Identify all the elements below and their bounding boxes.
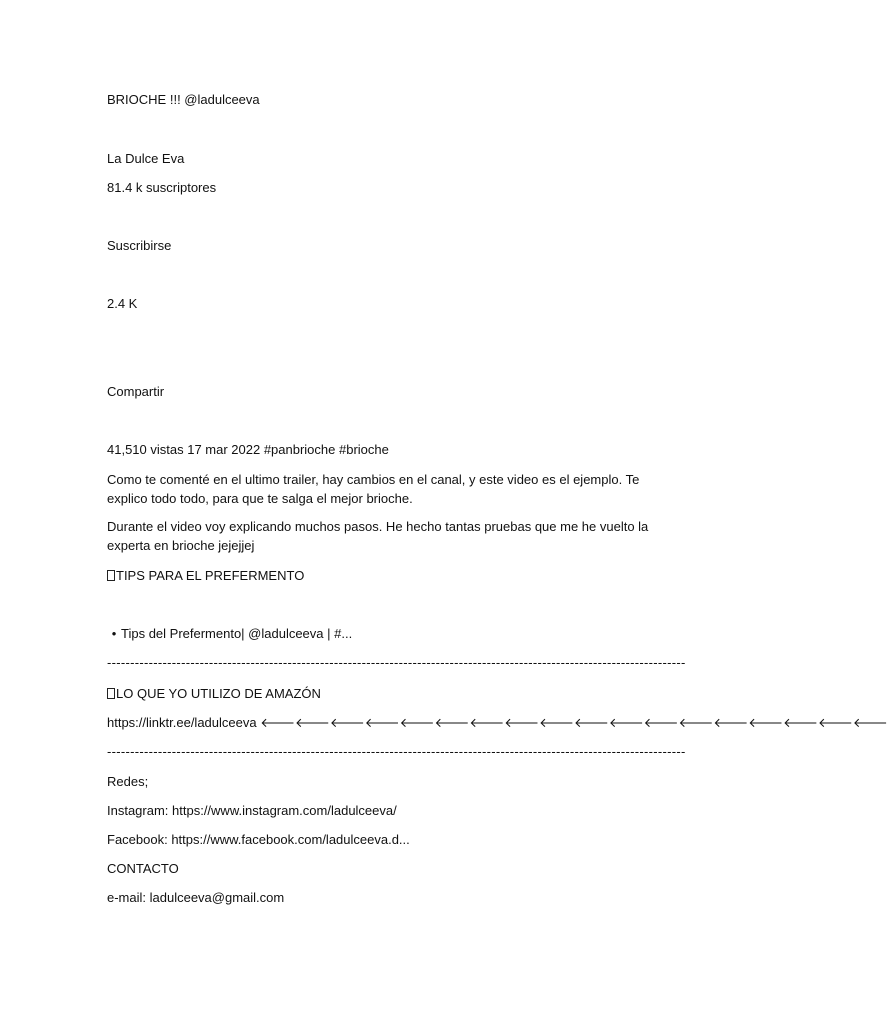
- description-paragraph-2: Durante el video voy explicando muchos pasos. He hecho tantas pruebas que me he vuelto la experta en brioche jejejjej: [107, 519, 649, 553]
- separator-line: -----------------------------------------------------------------------------------------------------------------------------: [107, 744, 686, 759]
- tips-heading: [107, 568, 304, 584]
- video-title: BRIOCHE !!! @ladulceeva: [107, 92, 260, 107]
- amazon-heading-text: LO QUE YO UTILIZO DE AMAZÓN: [116, 686, 321, 701]
- email-link[interactable]: e-mail: ladulceeva@gmail.com: [107, 890, 285, 905]
- subscribe-button[interactable]: Suscribirse: [107, 238, 172, 253]
- contact-label: CONTACTO: [107, 861, 179, 876]
- facebook-link[interactable]: Facebook: https://www.facebook.com/ladulceeva.d...: [107, 832, 410, 847]
- linktree-link[interactable]: https://linktr.ee/ladulceeva 🡐🡐🡐🡐🡐🡐🡐🡐🡐🡐🡐🡐🡐🡐🡐🡐🡐🡐: [107, 715, 888, 730]
- missing-glyph-icon: [107, 688, 115, 699]
- bullet-icon: •: [111, 626, 117, 641]
- share-button[interactable]: Compartir: [107, 384, 165, 399]
- tips-item-text[interactable]: Tips del Prefermento| @ladulceeva | #...: [121, 626, 353, 641]
- channel-name[interactable]: La Dulce Eva: [107, 151, 185, 166]
- redes-label: Redes;: [107, 774, 149, 789]
- instagram-link[interactable]: Instagram: https://www.instagram.com/ladulceeva/: [107, 803, 397, 818]
- tips-list-item[interactable]: [107, 626, 352, 642]
- description-paragraph-1: Como te comenté en el ultimo trailer, hay cambios en el canal, y este video es el ejemplo. Te explico todo todo, para que te salga el mejor brioche.: [107, 472, 640, 506]
- amazon-heading: [107, 686, 321, 702]
- like-count[interactable]: 2.4 K: [107, 296, 138, 311]
- video-meta: 41,510 vistas 17 mar 2022 #panbrioche #brioche: [107, 442, 389, 457]
- subscriber-count: 81.4 k suscriptores: [107, 180, 217, 195]
- tips-heading-text: TIPS PARA EL PREFERMENTO: [116, 568, 305, 583]
- missing-glyph-icon: [107, 570, 115, 581]
- separator-line: -----------------------------------------------------------------------------------------------------------------------------: [107, 655, 686, 670]
